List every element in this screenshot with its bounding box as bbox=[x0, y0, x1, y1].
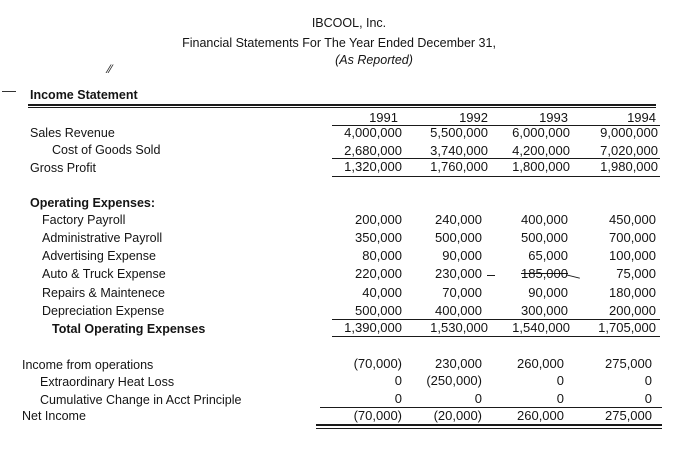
cell-value: 4,200,000 bbox=[512, 143, 570, 158]
cell-value-struck: 185,000 bbox=[521, 266, 568, 281]
year-header: 1993 bbox=[539, 110, 568, 125]
cell-value: 1,540,000 bbox=[512, 320, 570, 335]
cell-value: 6,000,000 bbox=[512, 125, 570, 140]
section-title: Income Statement bbox=[30, 88, 138, 102]
cell-value: 200,000 bbox=[355, 212, 402, 227]
cell-value: 500,000 bbox=[521, 230, 568, 245]
subtotal-rule bbox=[332, 336, 660, 337]
double-underline bbox=[316, 424, 662, 426]
cell-value: 275,000 bbox=[605, 356, 652, 371]
cell-value: 1,705,000 bbox=[598, 320, 656, 335]
scan-mark: — bbox=[2, 82, 16, 98]
cell-value: 90,000 bbox=[442, 248, 482, 263]
statement-subtitle: (As Reported) bbox=[335, 53, 413, 67]
operating-expenses-heading: Operating Expenses: bbox=[30, 196, 156, 210]
cell-value: 5,500,000 bbox=[430, 125, 488, 140]
section-rule bbox=[28, 104, 656, 106]
year-header: 1994 bbox=[627, 110, 656, 125]
row-label: Depreciation Expense bbox=[42, 304, 165, 318]
cell-value: 1,800,000 bbox=[512, 159, 570, 174]
row-label: Factory Payroll bbox=[42, 213, 126, 227]
pen-mark bbox=[487, 275, 495, 276]
cell-value: 0 bbox=[394, 373, 402, 388]
cell-value: 1,760,000 bbox=[430, 159, 488, 174]
row-label: Advertising Expense bbox=[42, 249, 156, 263]
cell-value: 0 bbox=[556, 391, 564, 406]
cell-value: (70,000) bbox=[353, 408, 402, 423]
cell-value: (250,000) bbox=[426, 373, 482, 388]
cell-value: 0 bbox=[474, 391, 482, 406]
cell-value: 0 bbox=[644, 373, 652, 388]
cell-value: (70,000) bbox=[353, 356, 402, 371]
cell-value: 275,000 bbox=[605, 408, 652, 423]
cell-value: 40,000 bbox=[362, 285, 402, 300]
cell-value: 65,000 bbox=[528, 248, 568, 263]
cell-value: 260,000 bbox=[517, 356, 564, 371]
cell-value: 100,000 bbox=[609, 248, 656, 263]
company-name: IBCOOL, Inc. bbox=[311, 16, 387, 30]
cell-value: 4,000,000 bbox=[344, 125, 402, 140]
double-underline-second bbox=[316, 428, 662, 429]
cell-value: 450,000 bbox=[609, 212, 656, 227]
cell-value: 1,530,000 bbox=[430, 320, 488, 335]
row-label: Income from operations bbox=[22, 358, 154, 372]
cell-value: 260,000 bbox=[517, 408, 564, 423]
cell-value: 90,000 bbox=[528, 285, 568, 300]
row-label: Sales Revenue bbox=[30, 126, 115, 140]
cell-value: 0 bbox=[394, 391, 402, 406]
cell-value: 400,000 bbox=[435, 303, 482, 318]
cell-value: 500,000 bbox=[435, 230, 482, 245]
cell-value: 9,000,000 bbox=[600, 125, 658, 140]
cell-value: 180,000 bbox=[609, 285, 656, 300]
cell-value: 300,000 bbox=[521, 303, 568, 318]
cell-value: 0 bbox=[556, 373, 564, 388]
cell-value: 500,000 bbox=[355, 303, 402, 318]
row-label: Auto & Truck Expense bbox=[42, 267, 166, 281]
cell-value: (20,000) bbox=[433, 408, 482, 423]
cell-value: 230,000 bbox=[435, 356, 482, 371]
scan-mark: ⁄⁄ bbox=[108, 62, 113, 76]
row-label: Administrative Payroll bbox=[42, 231, 163, 245]
cell-value: 240,000 bbox=[435, 212, 482, 227]
section-rule-double bbox=[28, 107, 656, 108]
cell-value: 3,740,000 bbox=[430, 143, 488, 158]
row-label: Repairs & Maintenece bbox=[42, 286, 165, 300]
cell-value: 70,000 bbox=[442, 285, 482, 300]
subtotal-rule bbox=[332, 176, 660, 177]
statement-title: Financial Statements For The Year Ended December 31, bbox=[182, 36, 496, 50]
row-label-total: Total Operating Expenses bbox=[52, 322, 206, 336]
cell-value: 220,000 bbox=[355, 266, 402, 281]
cell-value: 400,000 bbox=[521, 212, 568, 227]
row-label: Cumulative Change in Acct Principle bbox=[40, 393, 242, 407]
row-label: Cost of Goods Sold bbox=[52, 143, 161, 157]
cell-value: 200,000 bbox=[609, 303, 656, 318]
cell-value: 350,000 bbox=[355, 230, 402, 245]
cell-value: 80,000 bbox=[362, 248, 402, 263]
cell-value: 700,000 bbox=[609, 230, 656, 245]
cell-value: 230,000 bbox=[435, 266, 482, 281]
cell-value: 75,000 bbox=[616, 266, 656, 281]
row-label: Extraordinary Heat Loss bbox=[40, 375, 175, 389]
cell-value: 1,390,000 bbox=[344, 320, 402, 335]
cell-value: 1,320,000 bbox=[344, 159, 402, 174]
cell-value: 2,680,000 bbox=[344, 143, 402, 158]
cell-value: 7,020,000 bbox=[600, 143, 658, 158]
year-header: 1991 bbox=[369, 110, 398, 125]
cell-value: 0 bbox=[644, 391, 652, 406]
cell-value: 1,980,000 bbox=[600, 159, 658, 174]
row-label: Gross Profit bbox=[30, 161, 96, 175]
row-label: Net Income bbox=[22, 409, 86, 423]
year-header: 1992 bbox=[459, 110, 488, 125]
